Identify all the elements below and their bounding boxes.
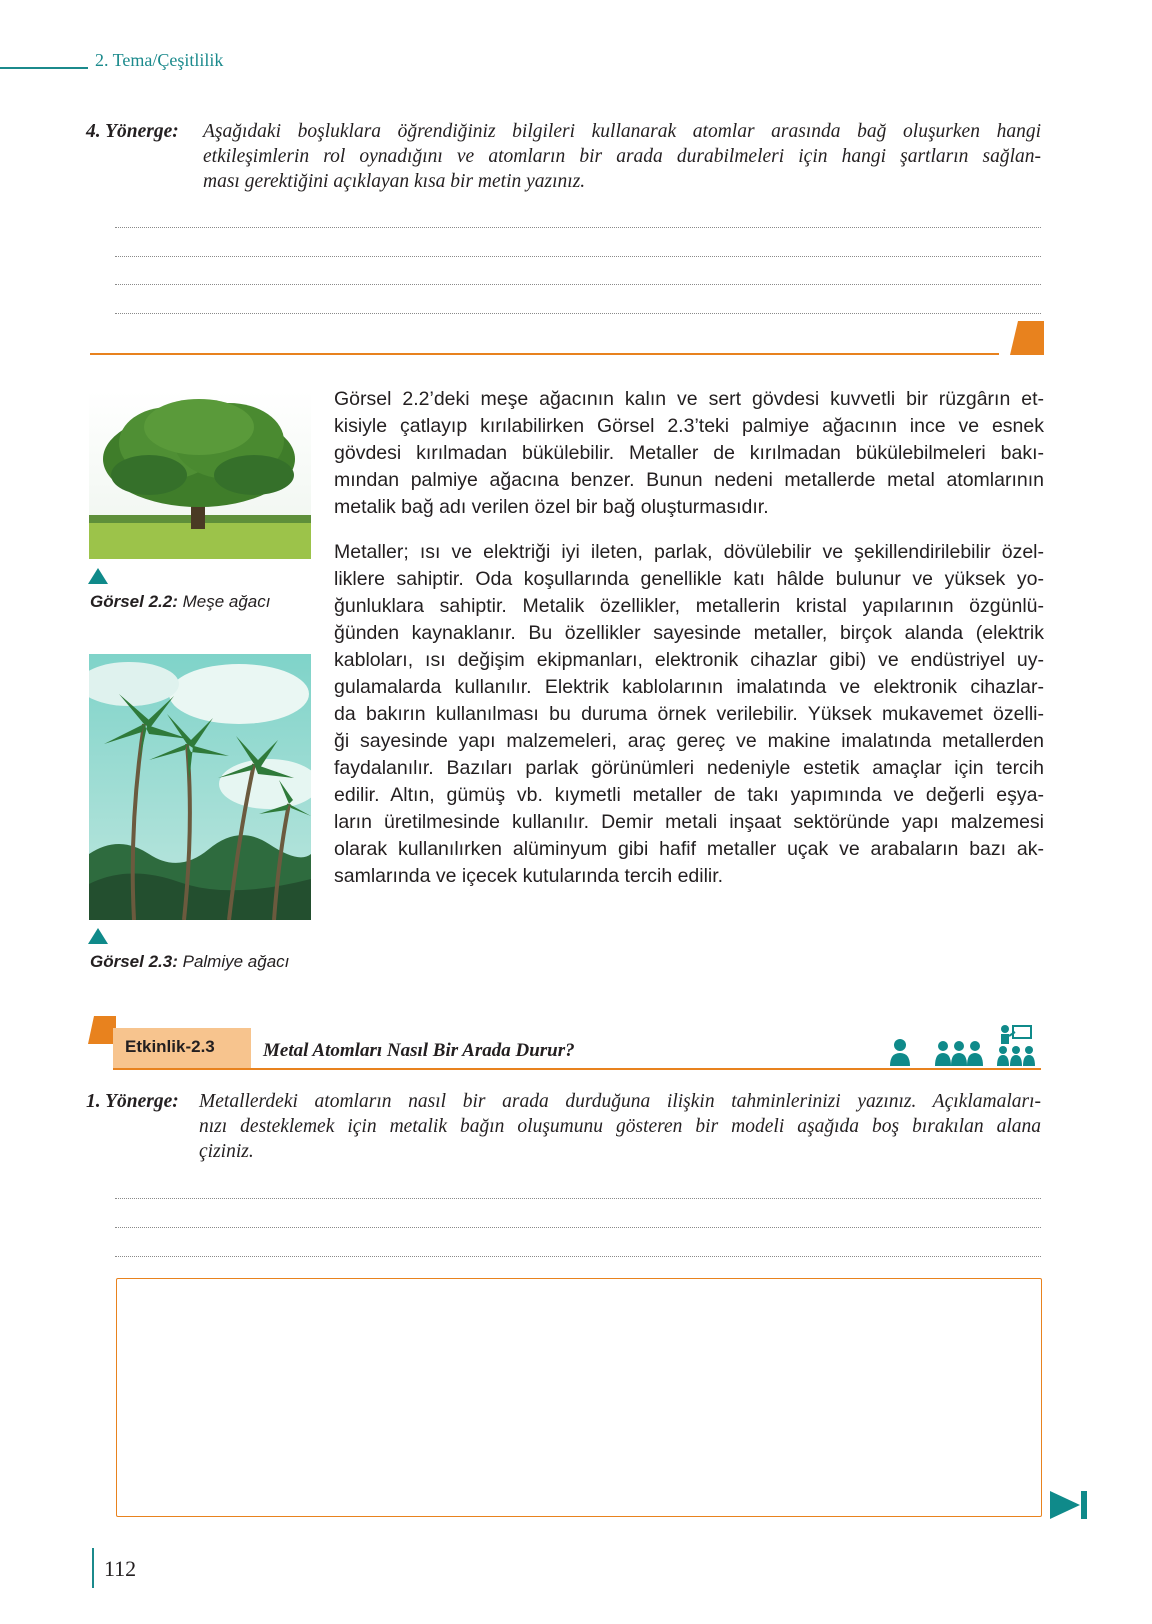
text-line: metalik bağ adı verilen özel bir bağ oluşturmasıdır. — [334, 496, 769, 518]
text-line: ği sayesinde yapı malzemeleri, araç gereç ve makine imalatında metallerden — [334, 730, 1044, 752]
figure-number: Görsel 2.3: — [90, 952, 178, 971]
breadcrumb: 2. Tema/Çeşitlilik — [95, 50, 224, 70]
figure-pointer-icon — [88, 928, 108, 944]
section-marker — [1010, 321, 1044, 355]
text-line: gövdesi kırılmadan bükülebilir. Metaller de kırılmadan bükülebilmeleri bakı- — [334, 442, 1044, 464]
activity-marker — [88, 1016, 116, 1044]
answer-line[interactable] — [115, 1227, 1041, 1228]
directive-4-line: etkileşimlerin rol oynadığını ve atomların bir arada durabilmeleri için hangi şartların sağlan- — [203, 146, 1041, 167]
figure-pointer-icon — [88, 568, 108, 584]
activity-label: Etkinlik-2.3 — [125, 1037, 215, 1056]
text-line: gulamalarda kullanılır. Elektrik kablolarının imalatında ve elektronik cihazlar- — [334, 676, 1044, 698]
group-icon — [935, 1040, 983, 1066]
answer-line[interactable] — [115, 1256, 1041, 1257]
individual-icon — [889, 1038, 911, 1066]
directive-1-label: 1. Yönerge: — [86, 1091, 179, 1112]
text-line: mından palmiye ağacına benzer. Bunun nedeni metallerde metal atomlarının — [334, 469, 1044, 491]
class-presentation-icon — [997, 1024, 1035, 1066]
activity-title: Metal Atomları Nasıl Bir Arada Durur? — [263, 1040, 575, 1061]
directive-4-line: Aşağıdaki boşluklara öğrendiğiniz bilgileri kullanarak atomlar arasında bağ oluşurken hangi — [203, 121, 1041, 142]
text-line: edilir. Altın, gümüş vb. kıymetli metaller de takı yapımında ve değerli eşya- — [334, 784, 1044, 806]
figure-caption-text: Palmiye ağacı — [182, 952, 290, 971]
answer-line[interactable] — [115, 256, 1041, 257]
activity-rule — [113, 1068, 1041, 1070]
directive-1-line: Metallerdeki atomların nasıl bir arada durduğuna ilişkin tahminlerinizi yazınız. Açıklamaları- — [199, 1091, 1041, 1112]
directive-1-line: çiziniz. — [199, 1141, 254, 1162]
directive-4-label: 4. Yönerge: — [86, 121, 179, 142]
text-line: faydalanılır. Bazıları parlak görünümleri nedeniyle estetik amaçlar için tercih — [334, 757, 1044, 779]
drawing-area[interactable] — [116, 1278, 1042, 1517]
text-line: Metaller; ısı ve elektriği iyi ileten, parlak, dövülebilir ve şekillendirilebilir özel- — [334, 541, 1044, 563]
figure-caption-text: Meşe ağacı — [182, 592, 271, 611]
text-line: olarak kullanılırken alüminyum gibi hafif metaller uçak ve arabaların bazı ak- — [334, 838, 1044, 860]
section-divider — [90, 353, 999, 355]
text-line: kisiyle çatlayıp kırılabilirken Görsel 2.3’teki palmiye ağacının ince ve esnek — [334, 415, 1044, 437]
directive-1-line: nızı desteklemek için metalik bağın oluşumunu gösteren bir modeli aşağıda boş bırakılan alana — [199, 1116, 1041, 1137]
answer-line[interactable] — [115, 313, 1041, 314]
text-line: ların üretilmesinde kullanılır. Demir metali inşaat sektöründe yapı malzemesi — [334, 811, 1044, 833]
text-line: liklere sahiptir. Oda koşullarında genellikle katı hâlde bulunur ve yüksek yo- — [334, 568, 1044, 590]
answer-line[interactable] — [115, 1198, 1041, 1199]
text-line: ğünden kaynaklanır. Bu özellikler sayesinde metaller, birçok alanda (elektrik — [334, 622, 1044, 644]
text-line: da bakırın kullanılması bu duruma örnek verilebilir. Yüksek mukavemet özelli- — [334, 703, 1044, 725]
next-page-icon[interactable] — [1050, 1489, 1090, 1521]
figure-number: Görsel 2.2: — [90, 592, 178, 611]
figure-2-3-caption — [90, 952, 289, 972]
header-rule — [0, 67, 88, 69]
text-line: kabloları, ısı değişim ekipmanları, elektronik cihazlar gibi) ve endüstriyel uy- — [334, 649, 1044, 671]
directive-4-line: ması gerektiğini açıklayan kısa bir metin yazınız. — [203, 171, 586, 192]
palm-trees-photo — [89, 654, 311, 920]
page-number-bar — [92, 1548, 94, 1588]
answer-line[interactable] — [115, 284, 1041, 285]
page-number: 112 — [104, 1556, 137, 1581]
text-line: ğunluklara sahiptir. Metalik özellikler, metallerin kristal yapılarının özgünlü- — [334, 595, 1044, 617]
text-line: samlarında ve içecek kutularında tercih edilir. — [334, 865, 724, 887]
figure-2-2-caption — [90, 592, 271, 612]
text-line: Görsel 2.2’deki meşe ağacının kalın ve sert gövdesi kuvvetli bir rüzgârın et- — [334, 388, 1044, 410]
answer-line[interactable] — [115, 227, 1041, 228]
oak-tree-photo — [89, 391, 311, 559]
